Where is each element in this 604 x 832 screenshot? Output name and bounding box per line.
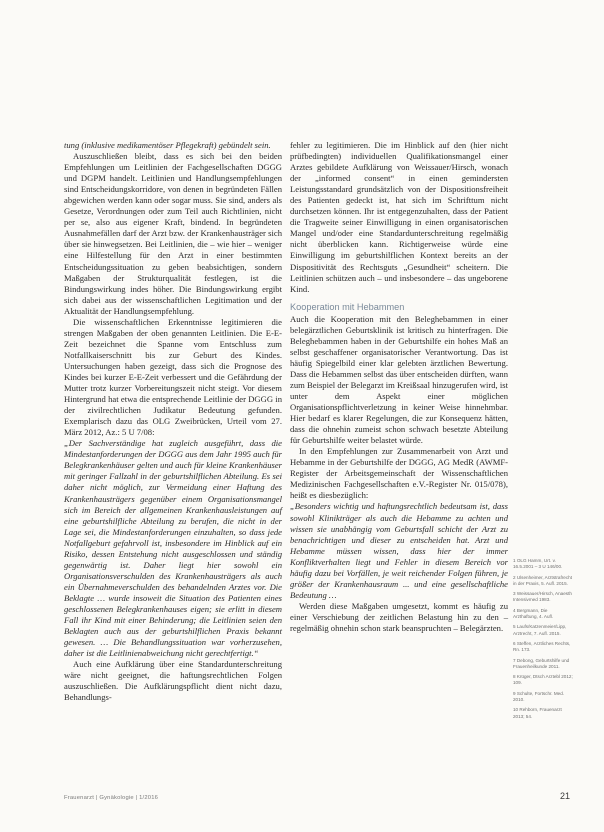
reference-sidebar: [513, 558, 573, 724]
section-heading: Kooperation mit Hebammen: [290, 301, 405, 312]
paragraph: tung (inklusive medikamentöser Pflegekraft) gebündelt sein.: [64, 140, 271, 150]
reference-item: 9 Schulte, Fortschr. Med. 2010.: [513, 690, 565, 703]
reference-item: 5 Laufs/Katzenmeier/Lipp, Arztrecht, 7. Aufl. 2015.: [513, 624, 567, 636]
reference-item: 8 Krüger, Dtsch Arztebl 2012; 109.: [513, 674, 573, 686]
reference-item: 4 Bergmann, Die Arzthaftung, 4. Aufl.: [513, 607, 554, 620]
reference-item: 6 Steffen, Arztliches Rechts, Rn. 173.: [513, 640, 571, 653]
left-text-column: [64, 140, 282, 703]
paragraph: Auch eine Aufklärung über eine Standardunterschreitung wäre nicht geeignet, die haftungsrechtlichen Folgen auszuschließen. Die Aufklärungspflicht dient nicht dazu, Behandlungs-: [64, 659, 282, 703]
court-quote: „Der Sachverständige hat zugleich ausgeführt, dass die Mindestanforderungen der DGGG aus dem Jahr 1995 auch für Belegkrankenhäuser gelten und auch für kleine Krankenhäuser mit geringer Fallzahl in der geburtshilflichen Abteilung. Es sei daher nicht möglich, zur Vermeidung einer Haftung des Krankenhausträgers gegenüber einem Organisationsmangel sich im Bereich der allgemeinen Krankenhausleistungen auf eine geburtshilfliche Abteilung zu berufen, die nicht in der Lage sei, die Mindestanforderungen einzuhalten, so dass jede Notfallgeburt gefahrvoll ist, insbesondere im Hinblick auf ein Risiko, dessen Entstehung nicht ausgeschlossen und ständig gegenwärtig ist. Daher liegt hier sowohl ein Organisationsverschulden des Krankenhausträgers als auch ein Übernahmeverschulden des behandelnden Arztes vor. Die Beklagte … wurde insoweit die Situation des Patienten eines geschlossenen Belegkrankenhauses eigen; sie erlitt in diesem Fall ihr Kind mit einer Behinderung; die Leitlinien seien den Beklagten auch aus der geburtshilflichen Praxis bekannt gewesen. … Die Behandlungssituation war vorherzusehen, daher ist die Leitlinienabweichung nicht gerechtfertigt.“: [64, 438, 282, 659]
journal-footer: Frauenarzt | Gynäkologie | 1/2016: [64, 795, 159, 801]
reference-item: 2 Ulsenheimer, Arztstrafrecht in der Praxis, 5. Aufl. 2015.: [513, 574, 572, 586]
reference-item: 10 Rehborn, Frauenarzt 2013; 54.: [513, 707, 562, 719]
paragraph: In den Empfehlungen zur Zusammenarbeit von Arzt und Hebamme in der Geburtshilfe der DGGG, AG MedR (AWMF-Register der Arbeitsgemeinschaft der Wissenschaftlichen Medizinischen Fachgesellschaften e.V.-Register Nr. 015/078), heißt es diesbezüglich:: [290, 446, 508, 501]
reference-item: 7 Debong, Geburtshilfe und Frauenheilkunde 2011.: [513, 657, 570, 669]
paragraph: fehler zu legitimieren. Die im Hinblick auf den (hier nicht prüfbedingten) individuellen Qualifikationsmangel einer Arztes gebildete Aufklärung von Weissauer/Hirsch, wonach der „informed consent“ in einen gemindersten Leistungsstandard grundsätzlich von der Dispositionsfreiheit des Patienten gedeckt ist, hat sich im Schrifttum nicht durchsetzen können. Ihr ist entgegenzuhalten, dass der Patient die Tragweite seiner Einwilligung in einen organisatorischen Mangel und/oder eine Standardunterschreitung regelmäßig nicht überblicken kann. Richtigerweise würde eine Einwilligung im geburtshilflichen Kontext bereits an der Dispositivität des Rechtsguts „Gesundheit“ scheitern. Die Leitlinien schützen auch – und insbesondere – das ungeborene Kind.: [290, 140, 508, 294]
paragraph: Auszuschließen bleibt, dass es sich bei den beiden Empfehlungen um Leitlinien der Fachgesellschaften DGGG und DGPM handelt. Leitlinien und Handlungsempfehlungen sind Entscheidungskorridore, von denen in begründeten Fällen abgewichen werden kann oder sogar muss. Sie sind, anders als Gesetze, Verordnungen oder zum Teil auch Richtlinien, nicht per se, also aus eigener Kraft, bindend. In begründeten Ausnahmefällen darf der Arzt bzw. der Krankenhausträger sich über sie hinwegsetzen. Bei Leitlinien, die – wie hier – weniger eine Hilfestellung für den Arzt in einer bestimmten Entscheidungssituation zu geben beabsichtigen, sondern Maßgaben der Strukturqualität festlegen, ist die Bindungswirkung indes höher. Die Bindungswirkung ergibt sich dabei aus der wissenschaftlichen Legitimation und der Aktualität der Handlungsempfehlung.: [64, 151, 282, 316]
reference-item: 1 OLG Hamm, Urt. v. 16.5.2001 – 3 U 146/00.: [513, 558, 563, 570]
paragraph: Werden diese Maßgaben umgesetzt, kommt es häufig zu einer Verschiebung der zeitlichen Belastung hin zu den – regelmäßig ohnehin schon stark beanspruchten – Belegärzten.: [290, 600, 508, 633]
paragraph: Die wissenschaftlichen Erkenntnisse legitimieren die strengen Maßgaben der oben genannten Leitlinien. Die E-E-Zeit bezeichnet die Spanne vom Entschluss zum Notfallkaiserschnitt bis zur Geburt des Kindes. Untersuchungen haben gezeigt, dass sich die Prognose des Kindes bei kurzer E-E-Zeit verbessert und die Gefährdung der Mutter trotz kurzer Vorbereitungszeit nicht steigt. Vor diesem Hintergrund hat etwa die entsprechende Leitlinie der DGGG in der zivilrechtlichen Judikatur Bedeutung gefunden. Exemplarisch dazu das OLG Zweibrücken, Urteil vom 27. März 2012, Az.: 5 U 7/08:: [64, 316, 282, 438]
paragraph: Auch die Kooperation mit den Beleghebammen in einer belegärztlichen Geburtsklinik ist kritisch zu hinterfragen. Die Beleghebammen haben in der Geburtshilfe ein hohes Maß an selbst geschaffener organisatorischer Verantwortung. Das ist häufig Spiegelbild einer klar gelebten ärztlichen Bewertung. Dass die Hebammen selbst das über entscheiden dürften, wann zum Beispiel der Belegarzt im Kreißsaal hinzugerufen wird, ist unter dem Aspekt einer möglichen Organisationspflichtverletzung in keiner Weise hinnehmbar. Hier bedarf es klarer Regelungen, die zur Konsequenz hätten, dass die ohnehin zumeist schon schwach besetzte Abteilung für Geburtshilfe weiter belastet würde.: [290, 313, 508, 446]
right-text-column: [290, 140, 508, 634]
guideline-quote: „Besonders wichtig und haftungsrechtlich bedeutsam ist, dass sowohl Klinikträger als auch die Hebamme zu achten und wissen sie unabhängig vom Geburtsfall schicht der Arzt zu benachrichtigen und dieser zu entscheiden hat. Arzt und Hebamme müssen wissen, dass hier der immer Konfliktverhalten liegt und Fehler in diesem Bereich vor häufig dazu bei Vorfällen, je weit reichender Folgen führen, je größer der Krankenhausraum ... und eine gesellschaftliche Bedeutung …: [290, 501, 508, 600]
page-number: 21: [560, 791, 571, 801]
reference-item: 3 Weissauer/Hirsch, Anaesth Intensivmed 1983.: [513, 591, 572, 603]
